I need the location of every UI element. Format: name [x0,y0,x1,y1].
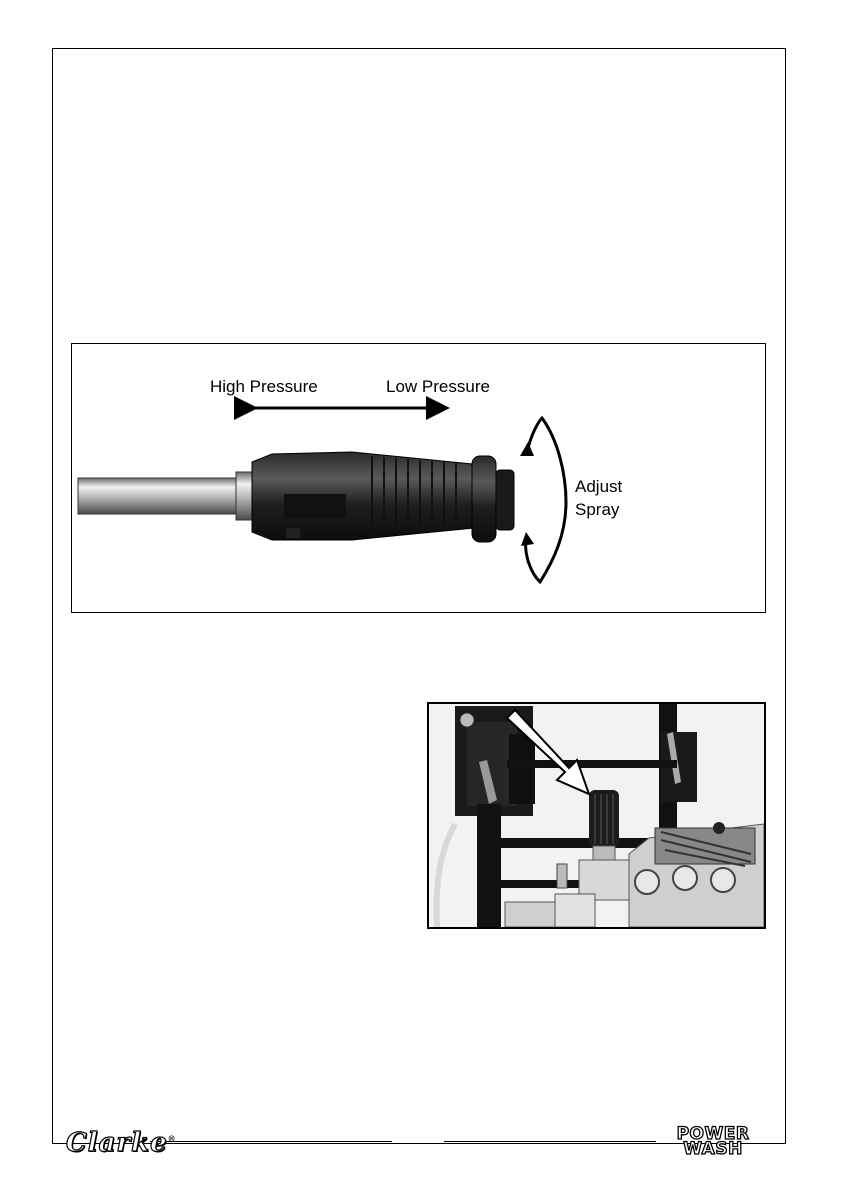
footer-rule-left [150,1141,392,1142]
pump-illustration [429,704,764,927]
label-low-pressure: Low Pressure [386,377,490,396]
clarke-logo: Clarke® [66,1128,177,1158]
nozzle-flange [472,456,496,542]
pump-photo-figure [427,702,766,929]
label-spray: Spray [575,500,620,519]
label-adjust: Adjust [575,477,623,496]
lance-tube [78,478,238,514]
nozzle-figure [71,343,766,613]
label-high-pressure: High Pressure [210,377,318,396]
footer-rule-right [444,1141,656,1142]
power-wash-logo: POWER WASH [676,1124,750,1159]
rotate-arrow [526,418,566,582]
lance-collar [236,472,254,520]
